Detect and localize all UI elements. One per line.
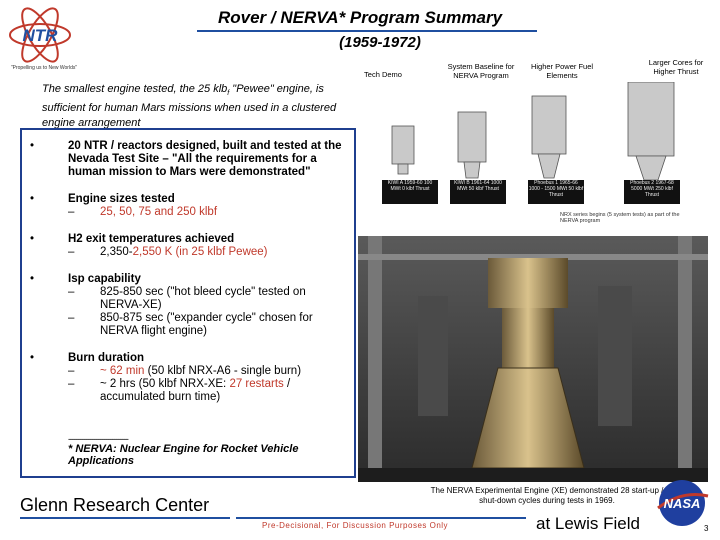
isp-hot-bleed: 825-850 sec ("hot bleed cycle" tested on NERVA-XE) [100, 286, 306, 311]
bullet-engine-sizes: • Engine sizes tested – 25, 50, 75 and 250 klbf [30, 193, 350, 219]
caption-phoebus-2: Phoebus 2 1967-68 5000 MWt 250 klbf Thrust [624, 180, 680, 204]
engine-sizes-value: 25, 50, 75 and 250 klbf [100, 206, 218, 218]
nasa-logo-icon [652, 478, 712, 528]
engine-label-tech-demo: Tech Demo [364, 70, 402, 79]
isp-expander: 850-875 sec ("expander cycle" chosen for NERVA flight engine) [100, 312, 313, 337]
page-title: Rover / NERVA* Program Summary [217, 8, 503, 27]
footer-lewis-field: at Lewis Field [536, 514, 640, 533]
caption-kiwi-b: KIWI B 1961-64 1000 MWt 50 klbf Thrust [450, 180, 506, 204]
page-number: 3 [704, 524, 709, 533]
bullet-burn-duration: • Burn duration – ~ 62 min (50 klbf NRX-A6 - single burn) – ~ 2 hrs (50 klbf NRX-XE: 27 restarts / accumulated burn time) [30, 352, 350, 404]
logo-tagline: "Propelling us to New Worlds" [10, 65, 78, 71]
caption-phoebus-1: Phoebus 1 1965-66 1000 - 1500 MWt 50 klbf Thrust [528, 180, 584, 204]
footnote-separator: ------------------------------ [68, 434, 128, 444]
bullet-isp: • Isp capability – 825-850 sec ("hot bleed cycle" tested on NERVA-XE) – 850-875 sec ("expander cycle" chosen for NERVA flight engine) [30, 273, 350, 338]
engine-label-baseline: System Baseline for NERVA Program [447, 62, 515, 80]
caption-kiwi-a: KIWI A 1959-60 100 MWt 0 klbf Thrust [382, 180, 438, 204]
summary-bullets [30, 140, 350, 418]
title-underline [197, 30, 537, 32]
ntr-logo-icon [4, 2, 76, 68]
footnote-nerva: * NERVA: Nuclear Engine for Rocket Vehicle Applications [68, 443, 299, 467]
bullet-ntr-reactors: • 20 NTR / reactors designed, built and tested at the Nevada Test Site – "All the requirements for a human mission to Mars were demonstrated" [30, 140, 350, 179]
intro-text: The smallest engine tested, the 25 klb$_f$ "Pewee" engine, is sufficient for human Mars missions when used in a clustered engine arrangement [42, 83, 337, 130]
nasa-logo-text: NASA [663, 496, 701, 511]
page-subtitle: (1959-1972) [339, 34, 421, 51]
bullet-exit-temps: • H2 exit temperatures achieved – 2,350-2,550 K (in 25 klbf Pewee) [30, 233, 350, 259]
logo-text: NTR [22, 26, 58, 45]
engine-captions [378, 180, 712, 210]
engine-lineup-image [378, 82, 712, 182]
nerva-xe-photo [358, 236, 708, 482]
photo-caption: The NERVA Experimental Engine (XE) demonstrated 28 start-up / shut-down cycles during tests in 1969. [430, 486, 664, 505]
footer-predecisional: Pre-Decisional, For Discussion Purposes Only [262, 521, 449, 530]
footer-glenn-research-center: Glenn Research Center [20, 495, 210, 515]
engine-label-higher-power: Higher Power Fuel Elements [530, 62, 594, 80]
nrx-note: NRX series begins (5 system tests) as part of the NERVA program [560, 212, 680, 224]
engine-label-larger-cores: Larger Cores for Higher Thrust [648, 58, 704, 76]
footer-left-line [20, 517, 230, 519]
footer-center-line [236, 517, 526, 519]
